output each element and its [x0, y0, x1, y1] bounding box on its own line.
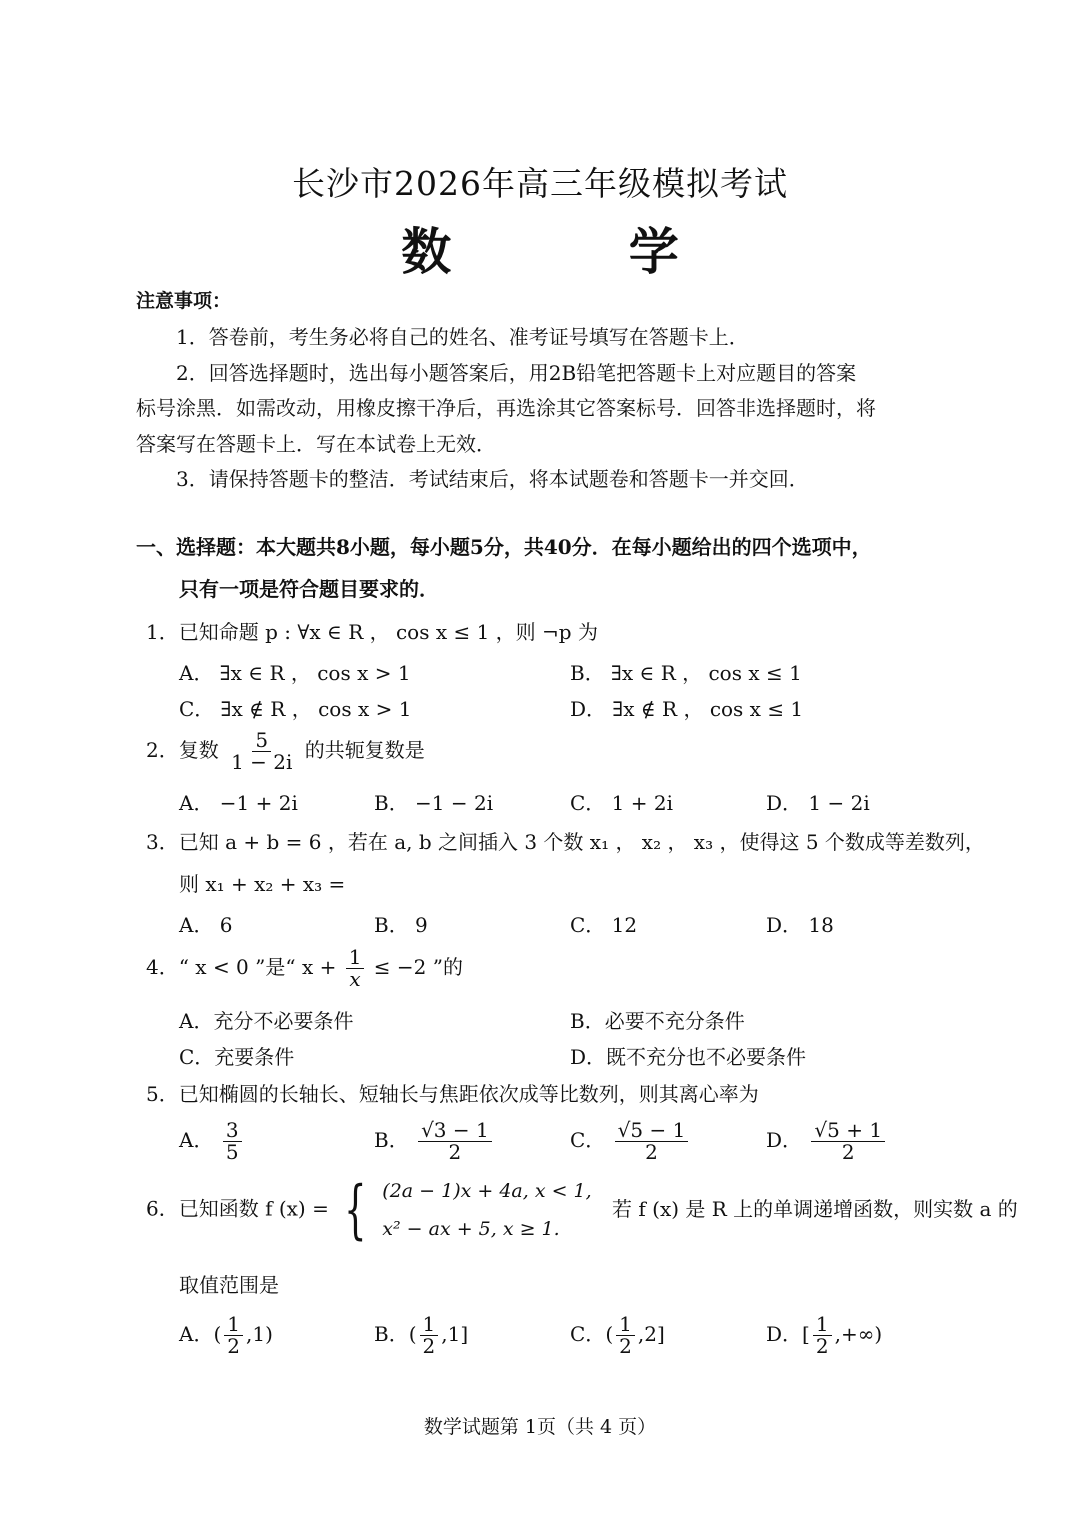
- notice-line-1: 1．答卷前，考生务必将自己的姓名、准考证号填写在答题卡上．: [176, 325, 749, 349]
- question-4-prefix: 4．“ x < 0 ”是“ x +: [146, 955, 337, 979]
- question-6-option-a-denominator: 2: [227, 1334, 240, 1358]
- question-3-stem-line-2: 则 x₁ + x₂ + x₃ =: [179, 872, 346, 896]
- notice-line-3: 标号涂黑．如需改动，用橡皮擦干净后，再选涂其它答案标号．回答非选择题时，将: [136, 396, 876, 420]
- question-1-stem: 1．已知命题 p : ∀x ∈ R ， cos x ≤ 1 ，则 ¬p 为: [146, 620, 598, 644]
- question-5-option-d-denominator: 2: [841, 1140, 855, 1164]
- question-1-option-d: D． ∃x ∉ R ， cos x ≤ 1: [570, 697, 804, 721]
- question-6-option-d-denominator: 2: [815, 1334, 829, 1358]
- question-6-option-c-denominator: 2: [619, 1334, 632, 1358]
- question-5-option-b-label: B．: [374, 1128, 409, 1152]
- question-6-stem: [146, 1172, 1018, 1248]
- question-6-option-d-close: ,+∞): [834, 1322, 883, 1346]
- question-5-option-a-label: A．: [179, 1128, 214, 1152]
- notice-line-2: 2．回答选择题时，选出每小题答案后，用2B铅笔把答题卡上对应题目的答案: [176, 361, 857, 385]
- notice-heading: 注意事项：: [136, 290, 232, 312]
- question-3-option-c: C． 12: [570, 913, 638, 937]
- question-6-option-d: [766, 1314, 882, 1357]
- question-6-option-a-label: A．: [179, 1322, 214, 1346]
- question-6-option-b-label: B．: [374, 1322, 409, 1346]
- question-6-case-1: (2a − 1)x + 4a, x < 1,: [382, 1180, 592, 1202]
- question-2-stem: [146, 730, 425, 773]
- question-6-option-d-label: D．: [766, 1322, 803, 1346]
- question-5-option-a: [179, 1120, 245, 1163]
- question-3-option-a: A． 6: [179, 913, 233, 937]
- question-2-option-a: A． −1 + 2i: [179, 791, 298, 815]
- question-6-suffix: 若 f (x) 是 R 上的单调递增函数，则实数 a 的: [612, 1196, 1018, 1221]
- question-4-fraction: [346, 947, 365, 990]
- question-2-denominator: 1 − 2i: [231, 750, 293, 774]
- question-5-option-a-numerator: 3: [223, 1120, 242, 1142]
- question-2-prefix: 2．复数: [146, 738, 219, 762]
- question-5-option-b-denominator: 2: [448, 1140, 462, 1164]
- section-heading-line-1: 一、选择题：本大题共8小题，每小题5分，共40分．在每小题给出的四个选项中，: [136, 535, 872, 559]
- question-5-option-b: [374, 1120, 495, 1163]
- question-5-option-a-denominator: 5: [225, 1140, 239, 1164]
- question-5-option-b-numerator: √3 − 1: [418, 1120, 492, 1142]
- question-4-suffix: ≤ −2 ”的: [373, 955, 463, 979]
- question-4-numerator: 1: [346, 947, 365, 969]
- question-6-option-c: [570, 1314, 665, 1357]
- question-6-piecewise: [382, 1172, 591, 1248]
- question-6-prefix: 6．已知函数 f (x) =: [146, 1196, 329, 1221]
- question-5-option-c-denominator: 2: [645, 1140, 658, 1164]
- question-6-option-b-close: ,1]: [441, 1322, 469, 1346]
- question-2-option-d: D． 1 − 2i: [766, 791, 870, 815]
- question-6-option-a-numerator: 1: [224, 1314, 243, 1336]
- question-2-option-c: C． 1 + 2i: [570, 791, 673, 815]
- subject-title: 数 学: [401, 222, 759, 281]
- question-5-option-d-numerator: √5 + 1: [811, 1120, 885, 1142]
- question-6-option-d-open: [: [802, 1322, 810, 1346]
- question-6-option-a-close: ,1): [246, 1322, 273, 1346]
- question-6-option-c-label: C．: [570, 1322, 606, 1346]
- question-6-option-d-numerator: 1: [813, 1314, 832, 1336]
- exam-title: 长沙市2026年高三年级模拟考试: [292, 164, 788, 203]
- question-6-option-b-open: (: [408, 1322, 417, 1346]
- question-4-stem: [146, 947, 463, 990]
- question-3-option-b: B． 9: [374, 913, 428, 937]
- notice-line-4: 答案写在答题卡上．写在本试卷上无效．: [136, 432, 496, 456]
- question-4-option-d: D．既不充分也不必要条件: [570, 1045, 807, 1069]
- question-3-stem-line-1: 3．已知 a + b = 6 ，若在 a, b 之间插入 3 个数 x₁ ， x₂ ， x₃ ，使得这 5 个数成等差数列，: [146, 830, 985, 854]
- question-2-fraction: [228, 730, 295, 773]
- question-3-option-d: D． 18: [766, 913, 834, 937]
- question-2-numerator: 5: [252, 730, 271, 752]
- question-4-denominator: x: [349, 967, 361, 991]
- question-6-option-c-open: (: [605, 1322, 614, 1346]
- question-6-option-b-denominator: 2: [422, 1334, 436, 1358]
- question-6-option-c-numerator: 1: [616, 1314, 635, 1336]
- left-brace-icon: {: [344, 1173, 367, 1247]
- question-2-suffix: 的共轭复数是: [304, 738, 425, 762]
- notice-line-5: 3．请保持答题卡的整洁．考试结束后，将本试题卷和答题卡一并交回．: [176, 467, 809, 491]
- question-5-stem: 5．已知椭圆的长轴长、短轴长与焦距依次成等比数列，则其离心率为: [146, 1082, 759, 1106]
- question-1-option-a: A． ∃x ∈ R ， cos x > 1: [179, 661, 411, 685]
- question-5-option-c: [570, 1120, 691, 1163]
- question-6-option-a: [179, 1314, 273, 1357]
- question-5-option-d-label: D．: [766, 1128, 803, 1152]
- question-4-option-b: B．必要不充分条件: [570, 1009, 745, 1033]
- question-5-option-c-label: C．: [570, 1128, 606, 1152]
- question-6-option-c-close: ,2]: [637, 1322, 665, 1346]
- question-6-option-b-numerator: 1: [420, 1314, 439, 1336]
- question-4-option-c: C．充要条件: [179, 1045, 295, 1069]
- question-2-option-b: B． −1 − 2i: [374, 791, 494, 815]
- question-5-option-c-numerator: √5 − 1: [615, 1120, 689, 1142]
- question-6-case-2: x² − ax + 5, x ≥ 1.: [382, 1218, 560, 1240]
- page-footer: 数学试题第 1页（共 4 页）: [423, 1416, 657, 1438]
- question-6-stem-line-2: 取值范围是: [179, 1273, 279, 1297]
- question-6-option-a-open: (: [213, 1322, 222, 1346]
- question-4-option-a: A．充分不必要条件: [179, 1009, 354, 1033]
- question-1-option-c: C． ∃x ∉ R ， cos x > 1: [179, 697, 412, 721]
- question-5-option-d: [766, 1120, 888, 1163]
- question-1-option-b: B． ∃x ∈ R ， cos x ≤ 1: [570, 661, 802, 685]
- question-6-option-b: [374, 1314, 468, 1357]
- section-heading-line-2: 只有一项是符合题目要求的．: [179, 577, 439, 601]
